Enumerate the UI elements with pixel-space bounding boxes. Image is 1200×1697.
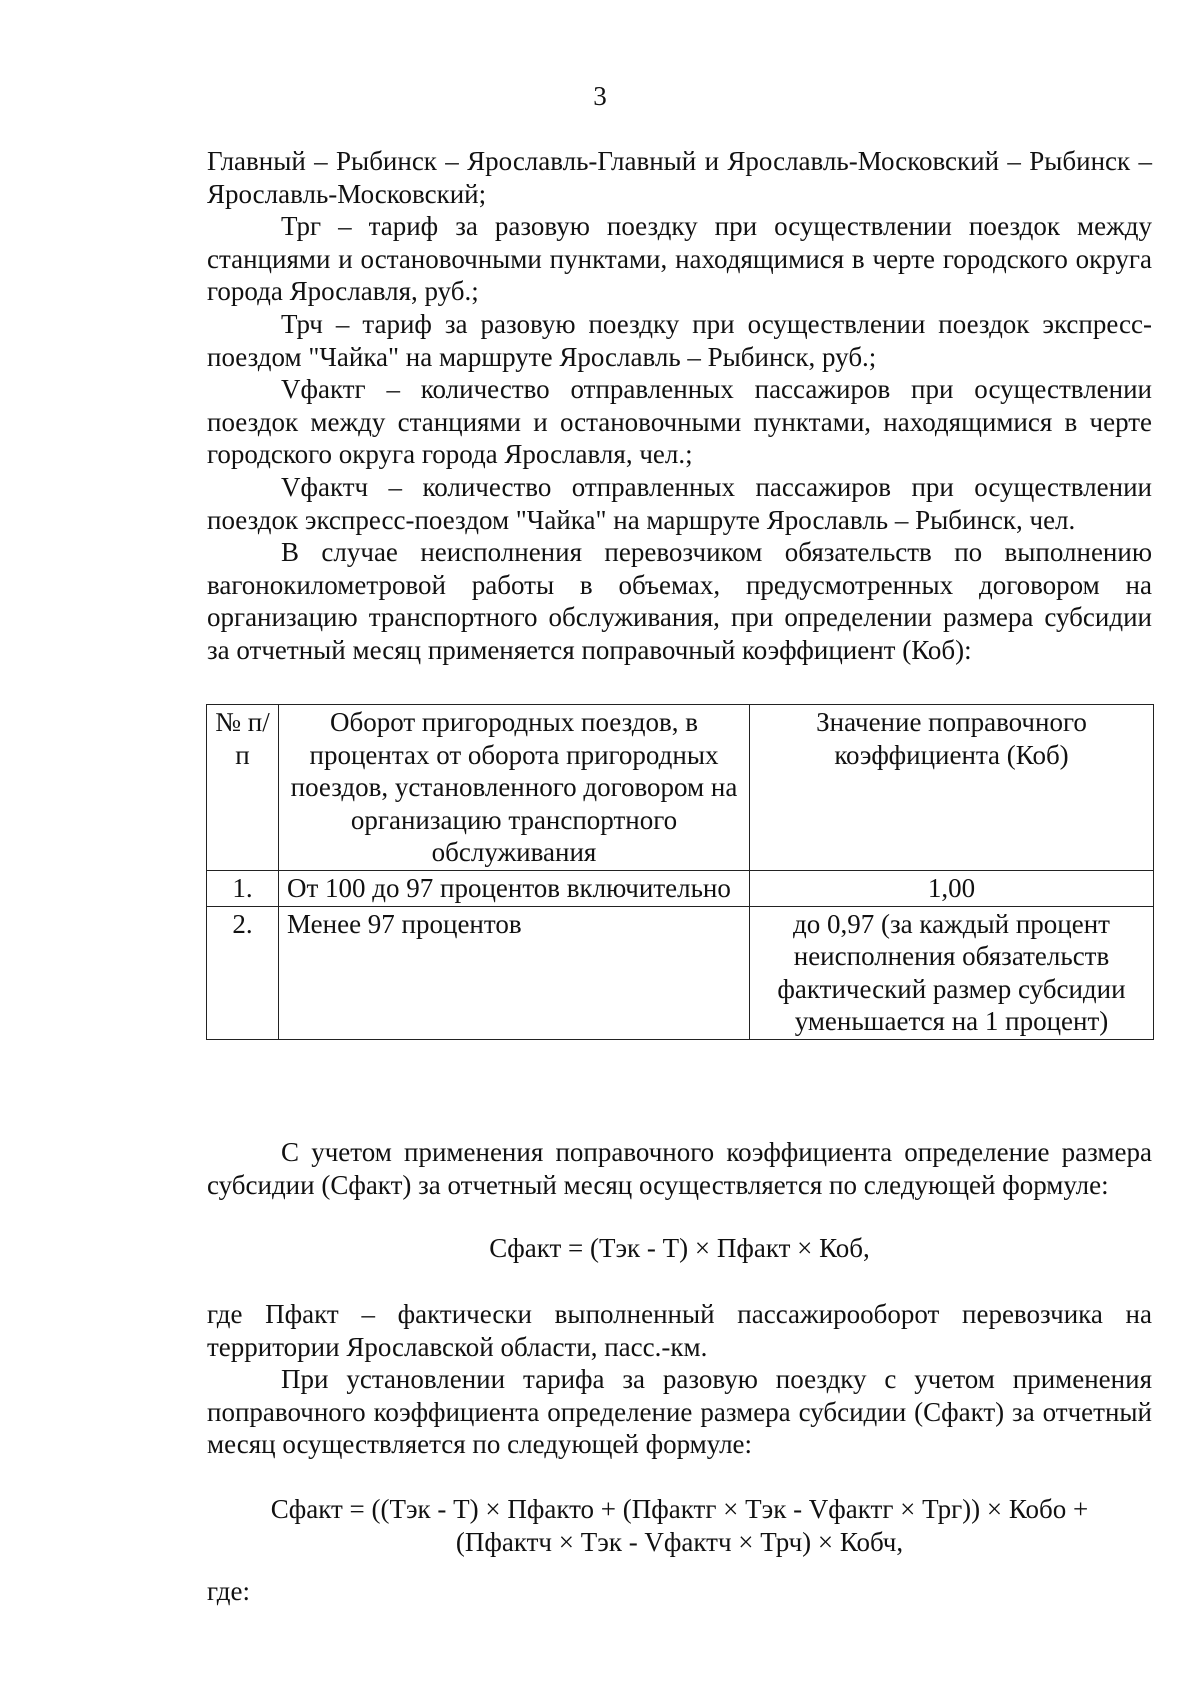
- formula-basic: Сфакт = (Тэк - Т) × Пфакт × Коб,: [489, 1233, 870, 1263]
- paragraph-route-continuation: Главный – Рыбинск – Ярославль-Главный и Ярославль-Московский – Рыбинск – Ярославль-Московский;: [207, 146, 1152, 209]
- table-header-row: [207, 705, 1154, 871]
- row-turnover: Менее 97 процентов: [279, 906, 750, 1039]
- after-table-text: [207, 1136, 1152, 1201]
- formula-extended: [207, 1493, 1152, 1558]
- page-number: 3: [593, 81, 607, 111]
- coefficient-table: [206, 704, 1154, 1040]
- paragraph-trch-definition: Трч – тариф за разовую поездку при осуществлении поездок экспресс-поездом "Чайка" на маршруте Ярославль – Рыбинск, руб.;: [207, 308, 1152, 372]
- paragraph-trg-definition: Трг – тариф за разовую поездку при осуществлении поездок между станциями и остановочными пунктами, находящимися в черте городского округа города Ярославля, руб.;: [207, 211, 1152, 307]
- row-number: 2.: [207, 906, 279, 1039]
- paragraph-vfaktg-definition: Vфактг – количество отправленных пассажиров при осуществлении поездок между станциями и остановочными пунктами, находящимися в черте городского округа города Ярославля, чел.;: [207, 374, 1152, 470]
- table-row: [207, 906, 1154, 1039]
- paragraph-formula-intro: С учетом применения поправочного коэффициента определение размера субсидии (Сфакт) за отчетный месяц осуществляется по следующей формуле:: [207, 1137, 1152, 1200]
- formula-extended-line-1: Сфакт = ((Тэк - Т) × Пфакто + (Пфактг × Тэк - Vфактг × Трг)) × Кобо +: [270, 1494, 1089, 1524]
- lower-text-block: [207, 1298, 1152, 1461]
- paragraph-tariff-formula-intro: При установлении тарифа за разовую поездку с учетом применения поправочного коэффициента определение размера субсидии (Сфакт) за отчетный месяц осуществляется по следующей формуле:: [207, 1364, 1152, 1460]
- paragraph-vfaktch-definition: Vфактч – количество отправленных пассажиров при осуществлении поездок экспресс-поездом "Чайка" на маршруте Ярославль – Рыбинск, чел.: [207, 471, 1152, 535]
- formula-extended-line-2: (Пфактч × Тэк - Vфактч × Трч) × Кобч,: [455, 1526, 904, 1557]
- paragraph-pfakt-definition: где Пфакт – фактически выполненный пассажирооборот перевозчика на территории Ярославской области, пасс.-км.: [207, 1299, 1152, 1362]
- top-text-block: [207, 145, 1152, 667]
- row-number: 1.: [207, 870, 279, 906]
- header-number: № п/п: [207, 705, 279, 871]
- header-coefficient: Значение поправочного коэффициента (Коб): [750, 705, 1154, 871]
- row-turnover: От 100 до 97 процентов включительно: [279, 870, 750, 906]
- paragraph-nonfulfillment: В случае неисполнения перевозчиком обязательств по выполнению вагонокилометровой работы в объемах, предусмотренных договором на организацию транспортного обслуживания, при определении размера субсидии за отчетный месяц применяется поправочный коэффициент (Коб):: [207, 537, 1152, 665]
- where-label-block: [207, 1575, 1152, 1608]
- row-coefficient: 1,00: [750, 870, 1154, 906]
- header-turnover: Оборот пригородных поездов, в процентах от оборота пригородных поездов, установленного договором на организацию транспортного обслуживания: [279, 705, 750, 871]
- row-coefficient: до 0,97 (за каждый процент неисполнения обязательств фактический размер субсидии уменьшается на 1 процент): [750, 906, 1154, 1039]
- table-row: [207, 870, 1154, 906]
- where-label: где:: [207, 1576, 250, 1606]
